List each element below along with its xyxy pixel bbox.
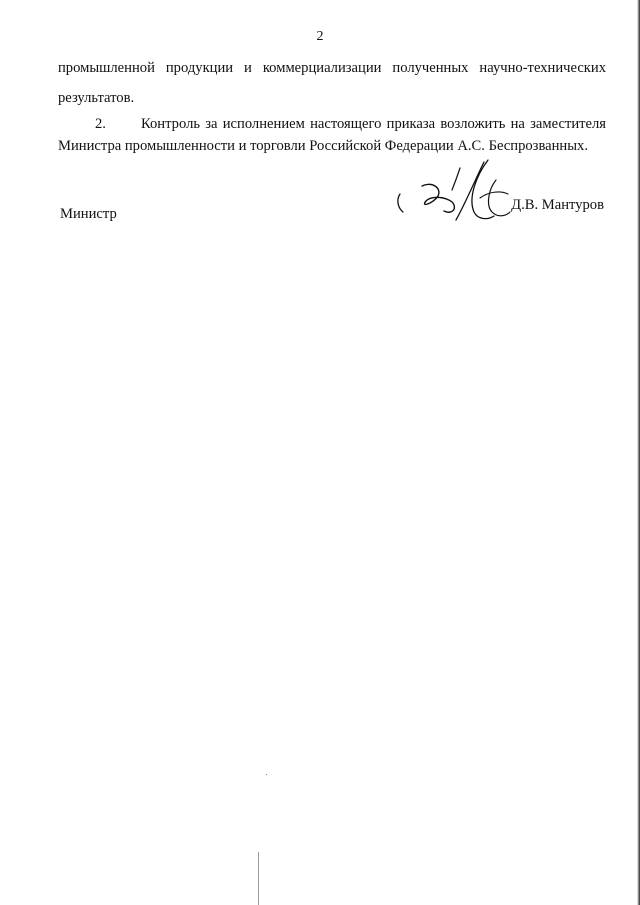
item-number: 2.	[95, 116, 106, 132]
scan-speck	[266, 774, 267, 775]
page-number: 2	[316, 29, 324, 44]
signer-name: Д.В. Мантуров	[511, 197, 604, 213]
handwritten-signature	[392, 150, 532, 230]
paragraph-line-2: результатов.	[58, 90, 135, 106]
item-text-line-2: Министра промышленности и торговли Российской Федерации А.С. Беспрозванных.	[58, 138, 588, 154]
paragraph-line-1: промышленной продукции и коммерциализации полученных научно-технических	[58, 60, 606, 76]
signer-position: Министр	[60, 206, 117, 222]
numbered-item-2	[58, 115, 606, 133]
scan-artifact-line	[258, 852, 259, 905]
item-text-line-1: Контроль за исполнением настоящего приказа возложить на заместителя	[141, 116, 606, 132]
